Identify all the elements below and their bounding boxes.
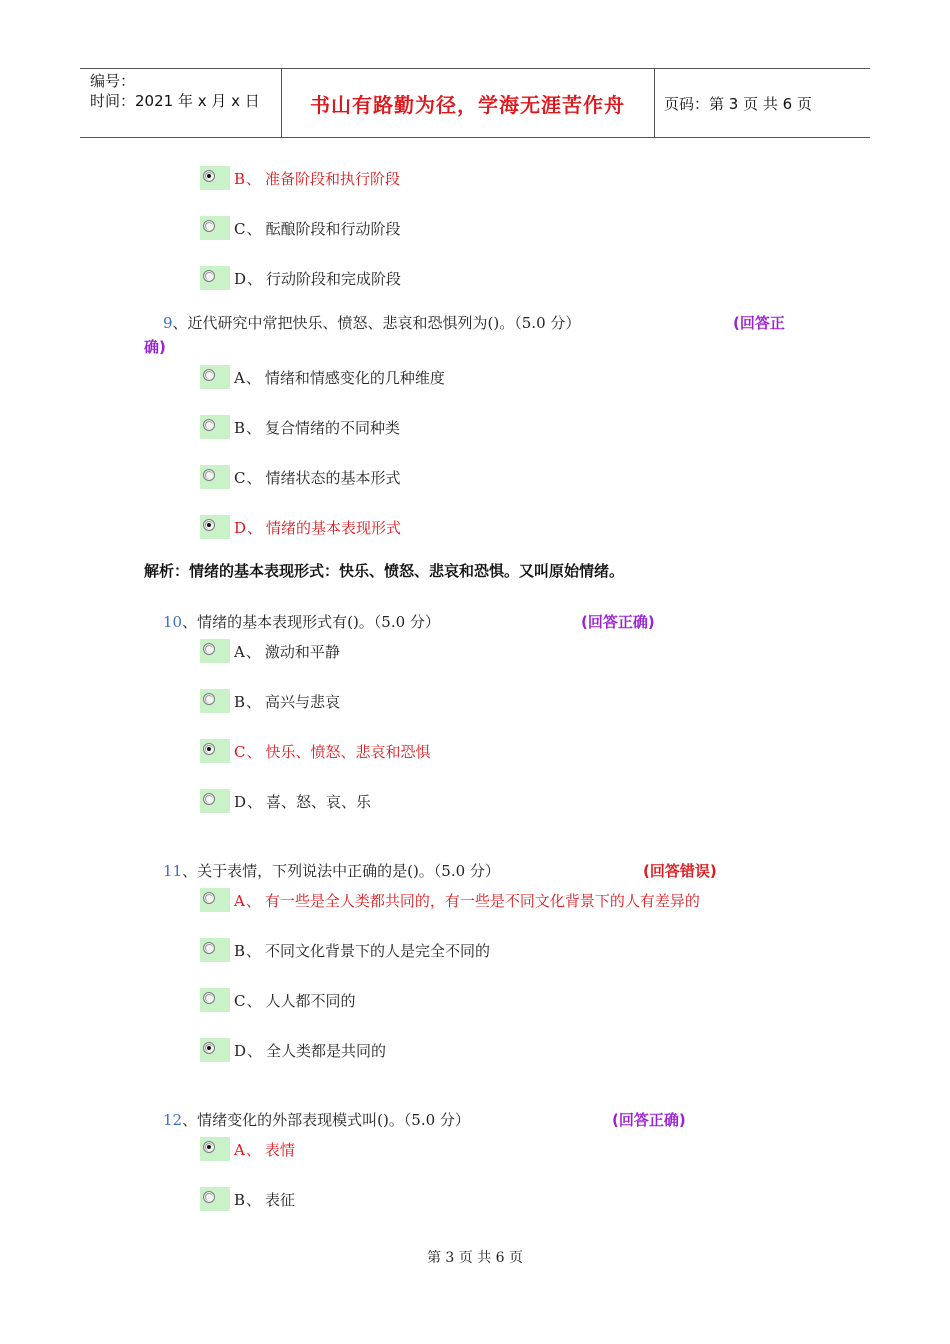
option-text: 情绪和情感变化的几种维度 bbox=[264, 368, 445, 387]
question-10-option-b[interactable]: B、 高兴与悲哀 bbox=[200, 686, 340, 716]
radio-selected-icon[interactable] bbox=[200, 739, 230, 763]
question-9-status: (回答正 bbox=[733, 314, 785, 332]
question-8-option-c[interactable]: C、 酝酿阶段和行动阶段 bbox=[200, 213, 401, 243]
question-8-option-d[interactable]: D、 行动阶段和完成阶段 bbox=[200, 263, 401, 293]
header-motto: 书山有路勤为径，学海无涯苦作舟 bbox=[310, 92, 625, 117]
question-9-option-c[interactable]: C、 情绪状态的基本形式 bbox=[200, 462, 401, 492]
option-text: 情绪状态的基本形式 bbox=[265, 468, 401, 487]
option-text: 情绪的基本表现形式 bbox=[266, 518, 402, 537]
radio-icon[interactable] bbox=[200, 789, 230, 813]
question-12-option-a[interactable]: A、 表情 bbox=[200, 1134, 295, 1164]
radio-icon[interactable] bbox=[200, 639, 230, 663]
option-text: 有一些是全人类都共同的，有一些是不同文化背景下的人有差异的 bbox=[264, 891, 700, 910]
radio-icon[interactable] bbox=[200, 266, 230, 290]
question-11-prompt: 11、关于表情，下列说法中正确的是()。（5.0 分） bbox=[163, 862, 500, 880]
radio-icon[interactable] bbox=[200, 888, 230, 912]
option-text: 喜、怒、哀、乐 bbox=[266, 792, 372, 811]
option-text: 准备阶段和执行阶段 bbox=[265, 169, 401, 188]
question-10-option-a[interactable]: A、 激动和平静 bbox=[200, 636, 340, 666]
option-text: 表征 bbox=[265, 1190, 296, 1209]
question-11-option-a[interactable]: A、 有一些是全人类都共同的，有一些是不同文化背景下的人有差异的 bbox=[200, 885, 700, 915]
radio-selected-icon[interactable] bbox=[200, 1038, 230, 1062]
header-page-label: 页码：第 3 页 共 6 页 bbox=[664, 95, 812, 113]
analysis-text: 解析：情绪的基本表现形式：快乐、愤怒、悲哀和恐惧。又叫原始情绪。 bbox=[144, 562, 625, 580]
question-8-option-b[interactable]: B、 准备阶段和执行阶段 bbox=[200, 163, 400, 193]
question-11-option-d[interactable]: D、 全人类都是共同的 bbox=[200, 1035, 386, 1065]
option-text: 全人类都是共同的 bbox=[266, 1041, 387, 1060]
radio-icon[interactable] bbox=[200, 988, 230, 1012]
option-text: 高兴与悲哀 bbox=[265, 692, 341, 711]
question-9-prompt: 9、近代研究中常把快乐、愤怒、悲哀和恐惧列为()。（5.0 分） bbox=[163, 314, 581, 332]
option-text: 行动阶段和完成阶段 bbox=[266, 269, 402, 288]
option-text: 复合情绪的不同种类 bbox=[265, 418, 401, 437]
radio-selected-icon[interactable] bbox=[200, 166, 230, 190]
question-11-status: (回答错误) bbox=[643, 862, 717, 880]
option-text: 快乐、愤怒、悲哀和恐惧 bbox=[265, 742, 431, 761]
question-9-option-a[interactable]: A、 情绪和情感变化的几种维度 bbox=[200, 362, 445, 392]
question-9-option-b[interactable]: B、 复合情绪的不同种类 bbox=[200, 412, 400, 442]
time-label: 时间：2021 年 x 月 x 日 bbox=[90, 92, 260, 110]
question-10-status: (回答正确) bbox=[581, 613, 655, 631]
question-9-option-d[interactable]: D、 情绪的基本表现形式 bbox=[200, 512, 401, 542]
number-label: 编号： bbox=[90, 72, 136, 90]
option-text: 不同文化背景下的人是完全不同的 bbox=[265, 941, 491, 960]
radio-icon[interactable] bbox=[200, 938, 230, 962]
radio-icon[interactable] bbox=[200, 365, 230, 389]
radio-selected-icon[interactable] bbox=[200, 515, 230, 539]
option-text: 激动和平静 bbox=[264, 642, 340, 661]
question-11-option-b[interactable]: B、 不同文化背景下的人是完全不同的 bbox=[200, 935, 490, 965]
radio-icon[interactable] bbox=[200, 465, 230, 489]
option-text: 表情 bbox=[264, 1140, 295, 1159]
radio-icon[interactable] bbox=[200, 216, 230, 240]
page-footer: 第 3 页 共 6 页 bbox=[426, 1250, 524, 1266]
page-header bbox=[80, 68, 870, 138]
question-12-option-b[interactable]: B、 表征 bbox=[200, 1184, 295, 1214]
question-10-option-c[interactable]: C、 快乐、愤怒、悲哀和恐惧 bbox=[200, 736, 431, 766]
question-10-prompt: 10、情绪的基本表现形式有()。（5.0 分） bbox=[163, 613, 440, 631]
question-12-status: (回答正确) bbox=[612, 1111, 686, 1129]
header-meta bbox=[90, 71, 260, 111]
question-12-prompt: 12、情绪变化的外部表现模式叫()。（5.0 分） bbox=[163, 1111, 470, 1129]
option-text: 人人都不同的 bbox=[265, 991, 356, 1010]
option-text: 酝酿阶段和行动阶段 bbox=[265, 219, 401, 238]
radio-icon[interactable] bbox=[200, 1187, 230, 1211]
radio-icon[interactable] bbox=[200, 415, 230, 439]
radio-icon[interactable] bbox=[200, 689, 230, 713]
question-9-status-cont: 确) bbox=[144, 338, 166, 356]
header-divider bbox=[654, 69, 655, 137]
question-10-option-d[interactable]: D、 喜、怒、哀、乐 bbox=[200, 786, 371, 816]
radio-selected-icon[interactable] bbox=[200, 1137, 230, 1161]
question-11-option-c[interactable]: C、 人人都不同的 bbox=[200, 985, 356, 1015]
